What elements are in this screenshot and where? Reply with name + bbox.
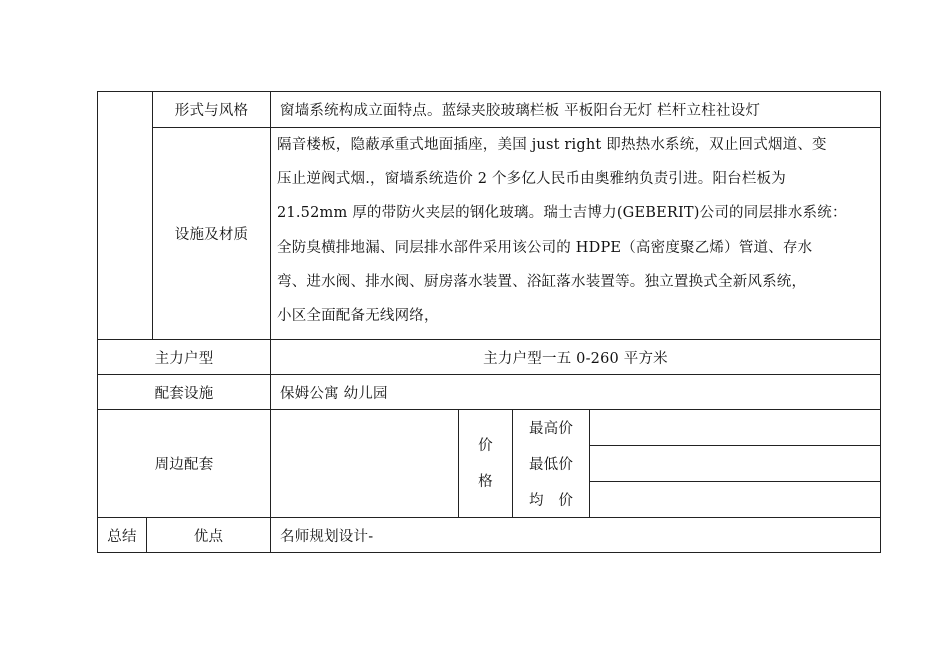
unit-type-label: 主力户型	[154, 350, 214, 367]
facilities-line: 压止逆阀式烟.，窗墙系统造价 2 个多亿人民币由奥雅纳负责引进。阳台栏板为	[277, 171, 786, 188]
price-label	[459, 410, 512, 517]
facilities-line: 弯、进水阀、排水阀、厨房落水装置、浴缸落水装置等。独立置换式全新风系统，	[277, 273, 807, 290]
facilities-line: 全防臭横排地漏、同层排水部件采用该公司的 HDPE（高密度聚乙烯）管道、存水	[277, 239, 813, 256]
price-avg-value	[590, 482, 880, 517]
surroundings-label: 周边配套	[154, 457, 214, 473]
unit-type-value: 主力户型一五 0-260 平方米	[483, 350, 668, 367]
summary-label: 总结	[107, 528, 137, 545]
price-label-char: 格	[478, 473, 493, 490]
facilities-value	[277, 128, 877, 333]
rule-right	[880, 91, 881, 553]
price-high-value	[590, 410, 880, 445]
price-label-char: 价	[478, 437, 493, 454]
facilities-label: 设施及材质	[174, 227, 249, 243]
rule-bottom	[97, 552, 881, 553]
price-low-label: 最低价	[528, 457, 574, 473]
price-avg-label: 均 价	[528, 493, 574, 509]
advantages-value: 名师规划设计-	[280, 528, 374, 545]
price-high-label: 最高价	[528, 421, 574, 437]
facilities-line: 21.52mm 厚的带防火夹层的钢化玻璃。瑞士吉博力(GEBERIT)公司的同层排水系统：	[277, 205, 847, 222]
price-low-value	[590, 446, 880, 481]
facilities-line: 隔音楼板，隐蔽承重式地面插座，美国 just right 即热热水系统，双止回式烟道、变	[277, 137, 827, 153]
style-label: 形式与风格	[174, 103, 249, 119]
facilities-line: 小区全面配备无线网络，	[277, 308, 439, 325]
surroundings-value	[271, 410, 458, 517]
amenities-label: 配套设施	[154, 385, 214, 402]
style-value: 窗墙系统构成立面特点。蓝绿夹胶玻璃栏板 平板阳台无灯 栏杆立柱社设灯	[280, 103, 761, 119]
amenities-value: 保姆公寓 幼儿园	[280, 385, 388, 402]
advantages-label: 优点	[193, 528, 224, 545]
